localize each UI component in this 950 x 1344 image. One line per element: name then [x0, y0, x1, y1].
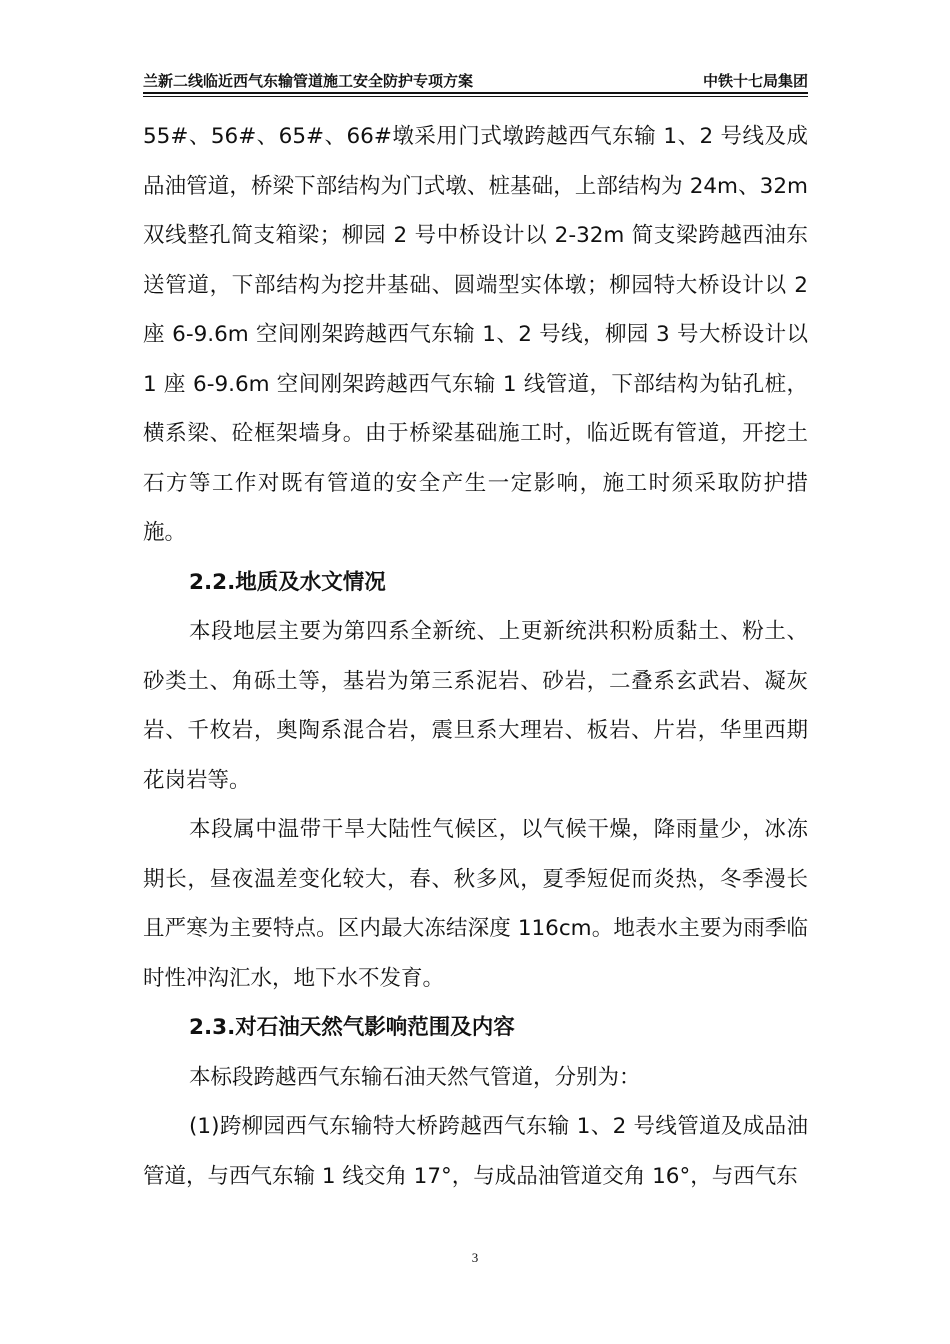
header-title: 兰新二线临近西气东输管道施工安全防护专项方案 [143, 72, 474, 90]
section-heading-impact: 2.3.对石油天然气影响范围及内容 [189, 1015, 515, 1040]
page-header [143, 66, 808, 92]
page-number: 3 [471, 1250, 479, 1265]
header-rule-thick [143, 92, 808, 94]
section-heading-geology: 2.2.地质及水文情况 [189, 569, 386, 595]
header-rule-thin [143, 96, 808, 97]
paragraph-pipelines-intro: 本标段跨越西气东输石油天然气管道，分别为： [189, 1064, 641, 1090]
paragraph-pipeline-item-1: (1)跨柳园西气东输特大桥跨越西气东输 1、2 号线管道及成品油管道，与西气东输 1 线交角 17°，与成品油管道交角 16°，与西气东 [143, 1114, 808, 1189]
paragraph-strata: 本段地层主要为第四系全新统、上更新统洪积粉质黏土、粉土、砂类土、角砾土等，基岩为第三系泥岩、砂岩，二叠系玄武岩、凝灰岩、千枚岩，奥陶系混合岩，震旦系大理岩、板岩、片岩，华里西期花岗岩等。 [143, 619, 808, 793]
paragraph-bridge-structure: 55#、56#、65#、66#墩采用门式墩跨越西气东输 1、2 号线及成品油管道，桥梁下部结构为门式墩、桩基础，上部结构为 24m、32m 双线整孔简支箱梁；柳园 2 号中桥设计以 2-32m 简支梁跨越西油东送管道，下部结构为挖井基础、圆端型实体墩；柳园特大桥设计以 2 座 6-9.6m 空间刚架跨越西气东输 1、2 号线，柳园 3 号大桥设计以 1 座 6-9.6m 空间刚架跨越西气东输 1 线管道，下部结构为钻孔桩，横系梁、砼框架墙身。由于桥梁基础施工时，临近既有管道，开挖土石方等工作对既有管道的安全产生一定影响，施工时须采取防护措施。 [143, 124, 808, 545]
paragraph-climate: 本段属中温带干旱大陆性气候区，以气候干燥，降雨量少，冰冻期长，昼夜温差变化较大，春、秋多风，夏季短促而炎热，冬季漫长且严寒为主要特点。区内最大冻结深度 116cm。地表水主要为雨季临时性冲沟汇水，地下水不发育。 [143, 817, 808, 991]
page-body [143, 112, 808, 1201]
header-company: 中铁十七局集团 [702, 72, 808, 90]
